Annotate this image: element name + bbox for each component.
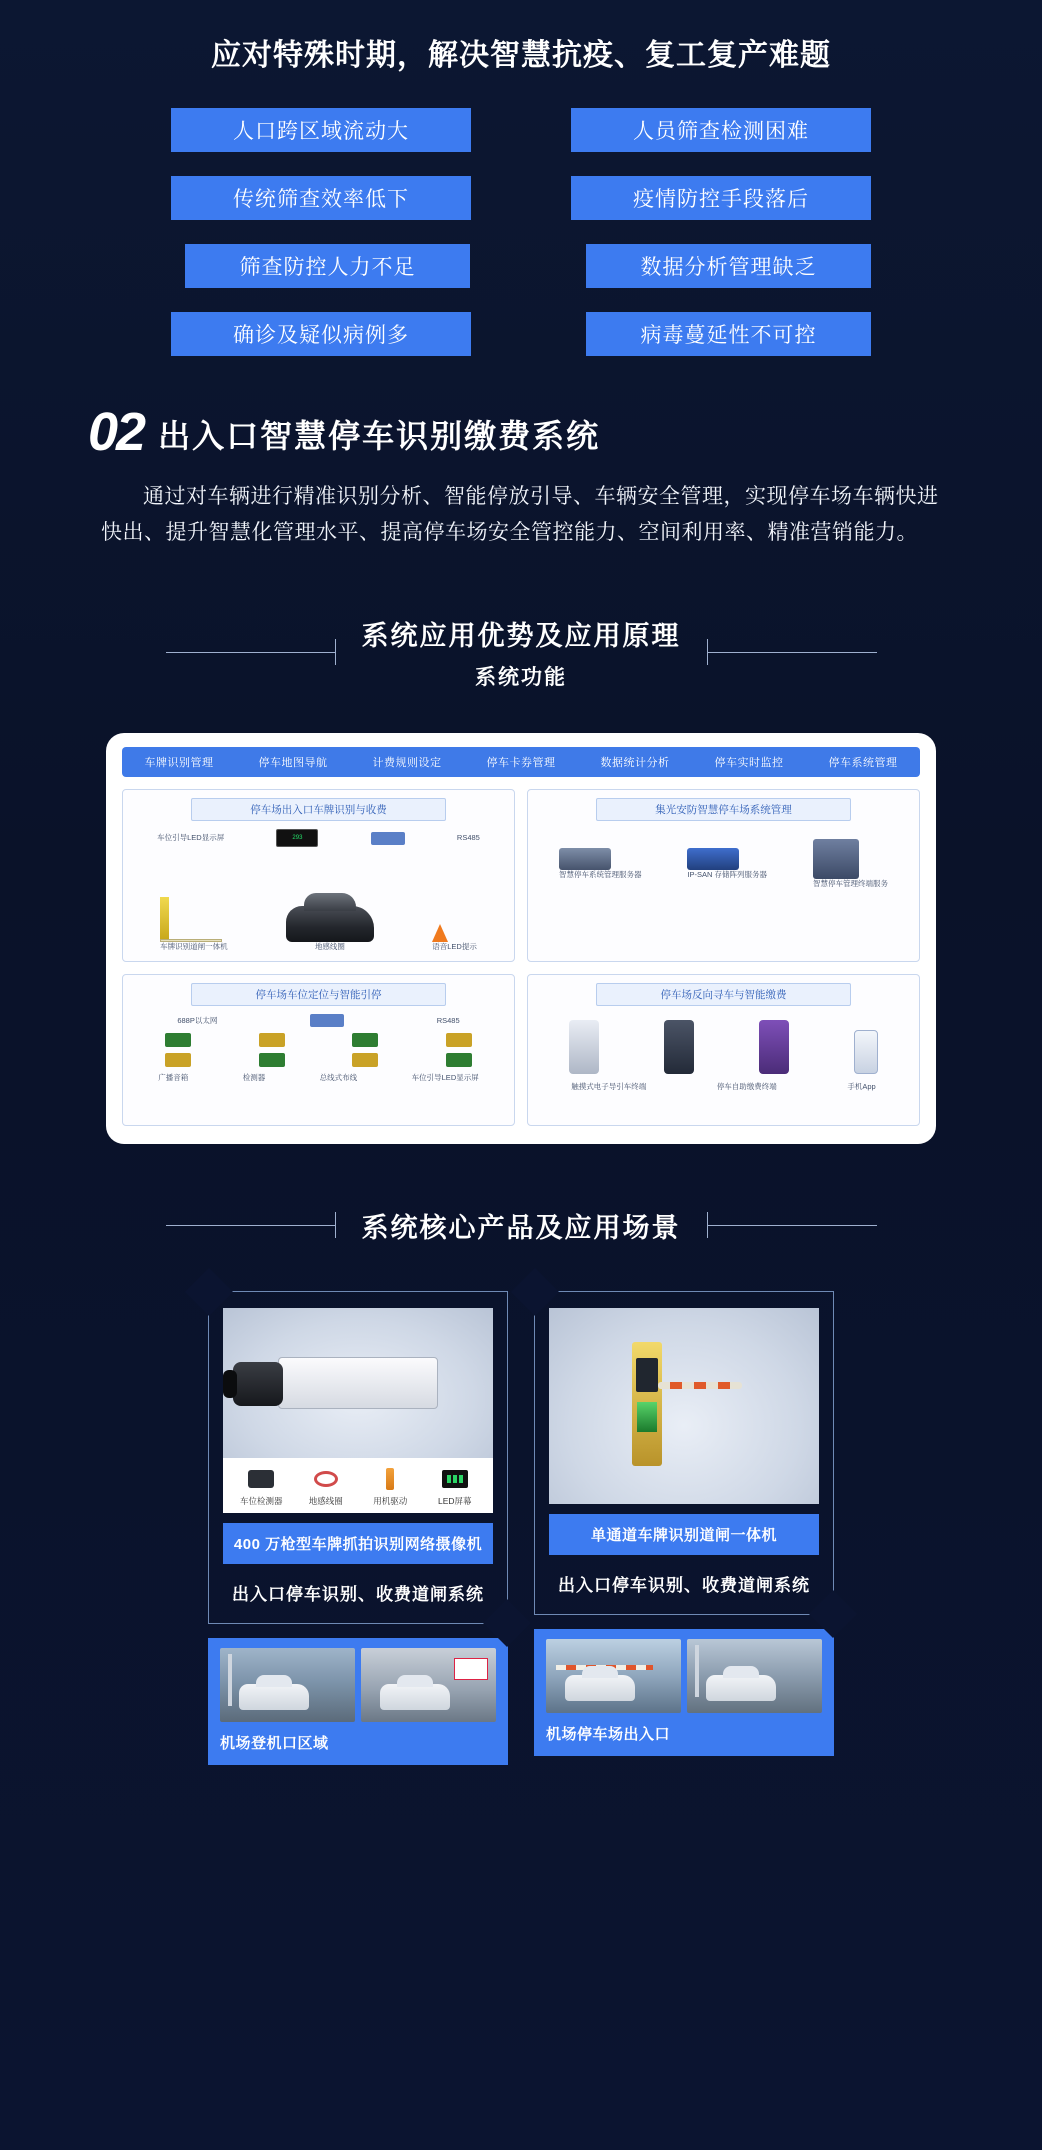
label-bus-wiring: 总线式布线 [319, 1073, 358, 1083]
product-system: 出入口停车识别、收费道闸系统 [232, 1585, 484, 1605]
feature-label: 地感线圈 [308, 1496, 343, 1507]
slot-icon [352, 1033, 378, 1047]
product-name: 400 万枪型车牌抓拍识别网络摄像机 [223, 1523, 493, 1564]
label-rs485: RS485 [456, 833, 480, 843]
pain-point-item: 人员筛查检测困难 [571, 108, 871, 152]
feature-label: 车位检测器 [239, 1496, 283, 1507]
divider-title: 系统应用优势及应用原理 [361, 621, 681, 652]
guidance-label-row [131, 1073, 506, 1082]
pain-point-row [171, 312, 871, 356]
terminal-server-icon [813, 839, 859, 879]
touch-kiosk-icon [569, 1020, 599, 1074]
label-mobile-app: 手机App [847, 1082, 876, 1092]
barrier-gate-icon [624, 1342, 744, 1470]
pain-point-row [171, 108, 871, 152]
label-detector: 检测器 [242, 1073, 266, 1083]
system-diagram-card [106, 733, 936, 1144]
scene-card [534, 1629, 834, 1756]
divider-core-products [0, 1206, 1042, 1245]
car-shape [239, 1684, 309, 1710]
label-touch-terminal: 触摸式电子导引车终端 [571, 1082, 647, 1092]
guidance-net-row [131, 1014, 506, 1027]
atm-kiosk-icon [759, 1020, 789, 1074]
product-name: 单通道车牌识别道闸一体机 [549, 1514, 819, 1555]
divider-line-left [166, 1225, 336, 1226]
label-self-payment: 停车自助缴费终端 [716, 1082, 777, 1092]
divider-text-wrap [336, 1206, 707, 1245]
tab-plate-recognition[interactable]: 车牌识别管理 [144, 757, 214, 770]
server-icon [559, 848, 611, 870]
switch-icon [371, 832, 405, 845]
feature-label: 用机驱动 [373, 1496, 408, 1507]
product-frame [534, 1291, 834, 1615]
panel-led-row [131, 829, 506, 847]
section-title: 出入口智慧停车识别缴费系统 [158, 418, 601, 455]
pain-point-item: 人口跨区域流动大 [171, 108, 471, 152]
pain-point-item: 确诊及疑似病例多 [171, 312, 471, 356]
scene-images [220, 1648, 496, 1722]
gate-led-shape [637, 1402, 657, 1432]
car-icon [286, 906, 374, 942]
led-display-icon: 293 [276, 829, 318, 847]
product-card [534, 1291, 834, 1765]
tab-billing-rules[interactable]: 计费规则设定 [372, 757, 442, 770]
product-row [0, 1291, 1042, 1765]
label-terminal-service: 智慧停车管理终端服务 [813, 879, 889, 889]
plate-overlay [454, 1658, 488, 1680]
pain-point-item: 病毒蔓延性不可控 [586, 312, 871, 356]
pole-shape [695, 1645, 699, 1697]
tab-card-management[interactable]: 停车卡券管理 [486, 757, 556, 770]
divider-text-wrap [336, 614, 707, 691]
pain-point-item: 疫情防控手段落后 [571, 176, 871, 220]
storage-array-icon [687, 848, 739, 870]
tab-system-management[interactable]: 停车系统管理 [828, 757, 898, 770]
label-broadcast-speaker: 广播音箱 [158, 1073, 189, 1083]
panel-title: 集光安防智慧停车场系统管理 [596, 798, 851, 821]
divider-line-left [166, 652, 336, 653]
camera-icon [229, 1466, 294, 1492]
label-manage-server: 智慧停车系统管理服务器 [558, 870, 642, 880]
diagram-panel-reverse-search-payment [527, 974, 920, 1126]
car-shape [565, 1675, 635, 1701]
payment-device-row [536, 1020, 911, 1074]
tab-data-analysis[interactable]: 数据统计分析 [600, 757, 670, 770]
pole-shape [228, 1654, 232, 1706]
label-led-display: 车位引导LED显示屏 [157, 833, 225, 843]
slot-icon [259, 1033, 285, 1047]
scene-image-plate-capture [361, 1648, 496, 1722]
tab-parking-map[interactable]: 停车地图导航 [258, 757, 328, 770]
product-feature-icons [223, 1458, 493, 1513]
section-paragraph: 通过对车辆进行精准识别分析、智能停放引导、车辆安全管理，实现停车场车辆快进快出、提升智慧化管理水平、提高停车场安全管控能力、空间利用率、精准营销能力。 [101, 484, 939, 545]
server-row [536, 839, 911, 888]
slot-icon [446, 1033, 472, 1047]
divider-title: 系统核心产品及应用场景 [361, 1213, 681, 1244]
label-gate-allinone: 车牌识别道闸一体机 [160, 941, 228, 951]
feature-cell [423, 1466, 488, 1507]
feature-cell [358, 1466, 423, 1507]
divider-system-advantages [0, 614, 1042, 691]
switch-icon [310, 1014, 344, 1027]
car-shape [706, 1675, 776, 1701]
label-voice-led: 语音LED提示 [432, 941, 477, 951]
pain-point-grid [171, 108, 871, 356]
product-image-camera [223, 1308, 493, 1458]
divider-line-right [707, 1225, 877, 1226]
tab-realtime-monitor[interactable]: 停车实时监控 [714, 757, 784, 770]
pain-point-row [171, 244, 871, 288]
product-image-barrier-gate [549, 1308, 819, 1504]
camera-body-icon [278, 1357, 438, 1409]
section-heading [0, 356, 1042, 462]
divider-subtitle: 系统功能 [475, 666, 567, 690]
section-number: 02 [88, 402, 145, 462]
slot-icon [352, 1053, 378, 1067]
divider-line-right [707, 652, 877, 653]
camera-lens-icon [233, 1362, 283, 1406]
panel-title: 停车场出入口车牌识别与收费 [191, 798, 446, 821]
led-screen-icon [423, 1466, 488, 1492]
parking-slot-row [131, 1033, 506, 1047]
pain-point-item: 传统筛查效率低下 [171, 176, 471, 220]
pain-point-item: 筛查防控人力不足 [185, 244, 470, 288]
panel-scene-row [131, 847, 506, 951]
label-ethernet: 688P以太网 [177, 1015, 218, 1025]
slot-icon [165, 1053, 191, 1067]
gate-post-icon [160, 897, 169, 939]
page-title: 应对特殊时期，解决智慧抗疫、复工复产难题 [211, 39, 831, 72]
diagram-panel-space-guidance [122, 974, 515, 1126]
pain-point-item: 数据分析管理缺乏 [586, 244, 871, 288]
diagram-panel-platform [527, 789, 920, 962]
feature-label: LED屏幕 [437, 1496, 472, 1507]
slot-icon [446, 1053, 472, 1067]
feature-cell [294, 1466, 359, 1507]
product-system: 出入口停车识别、收费道闸系统 [558, 1576, 810, 1596]
panel-title: 停车场反向寻车与智能缴费 [596, 983, 851, 1006]
scene-image-gate-car [546, 1639, 681, 1713]
scene-image-parking-garage [687, 1639, 822, 1713]
traffic-cone-icon [432, 924, 448, 942]
label-ipsan: IP-SAN 存储阵列服务器 [687, 870, 768, 880]
parking-slot-row [131, 1053, 506, 1067]
scene-name: 机场停车场出入口 [546, 1726, 671, 1744]
car-shape [380, 1684, 450, 1710]
gate-boom-shape [658, 1382, 742, 1389]
antenna-icon [358, 1466, 423, 1492]
slot-icon [165, 1033, 191, 1047]
scene-name: 机场登机口区域 [220, 1735, 329, 1753]
scene-images [546, 1639, 822, 1713]
label-guide-led: 车位引导LED显示屏 [411, 1073, 479, 1083]
scene-card [208, 1638, 508, 1765]
slot-icon [259, 1053, 285, 1067]
mobile-phone-icon [854, 1030, 878, 1074]
panel-title: 停车场车位定位与智能引停 [191, 983, 446, 1006]
diagram-body [122, 789, 920, 1126]
payment-label-row [536, 1082, 911, 1091]
label-loop-coil: 地感线圈 [314, 941, 345, 951]
self-payment-kiosk-icon [664, 1020, 694, 1074]
pain-point-row [171, 176, 871, 220]
feature-cell [229, 1466, 294, 1507]
product-card [208, 1291, 508, 1765]
coil-icon [294, 1466, 359, 1492]
product-frame [208, 1291, 508, 1624]
label-rs485: RS485 [436, 1015, 460, 1025]
diagram-panel-entry-exit [122, 789, 515, 962]
gate-screen-shape [636, 1358, 658, 1392]
diagram-tab-bar [122, 747, 920, 777]
scene-image-entry-lane [220, 1648, 355, 1722]
